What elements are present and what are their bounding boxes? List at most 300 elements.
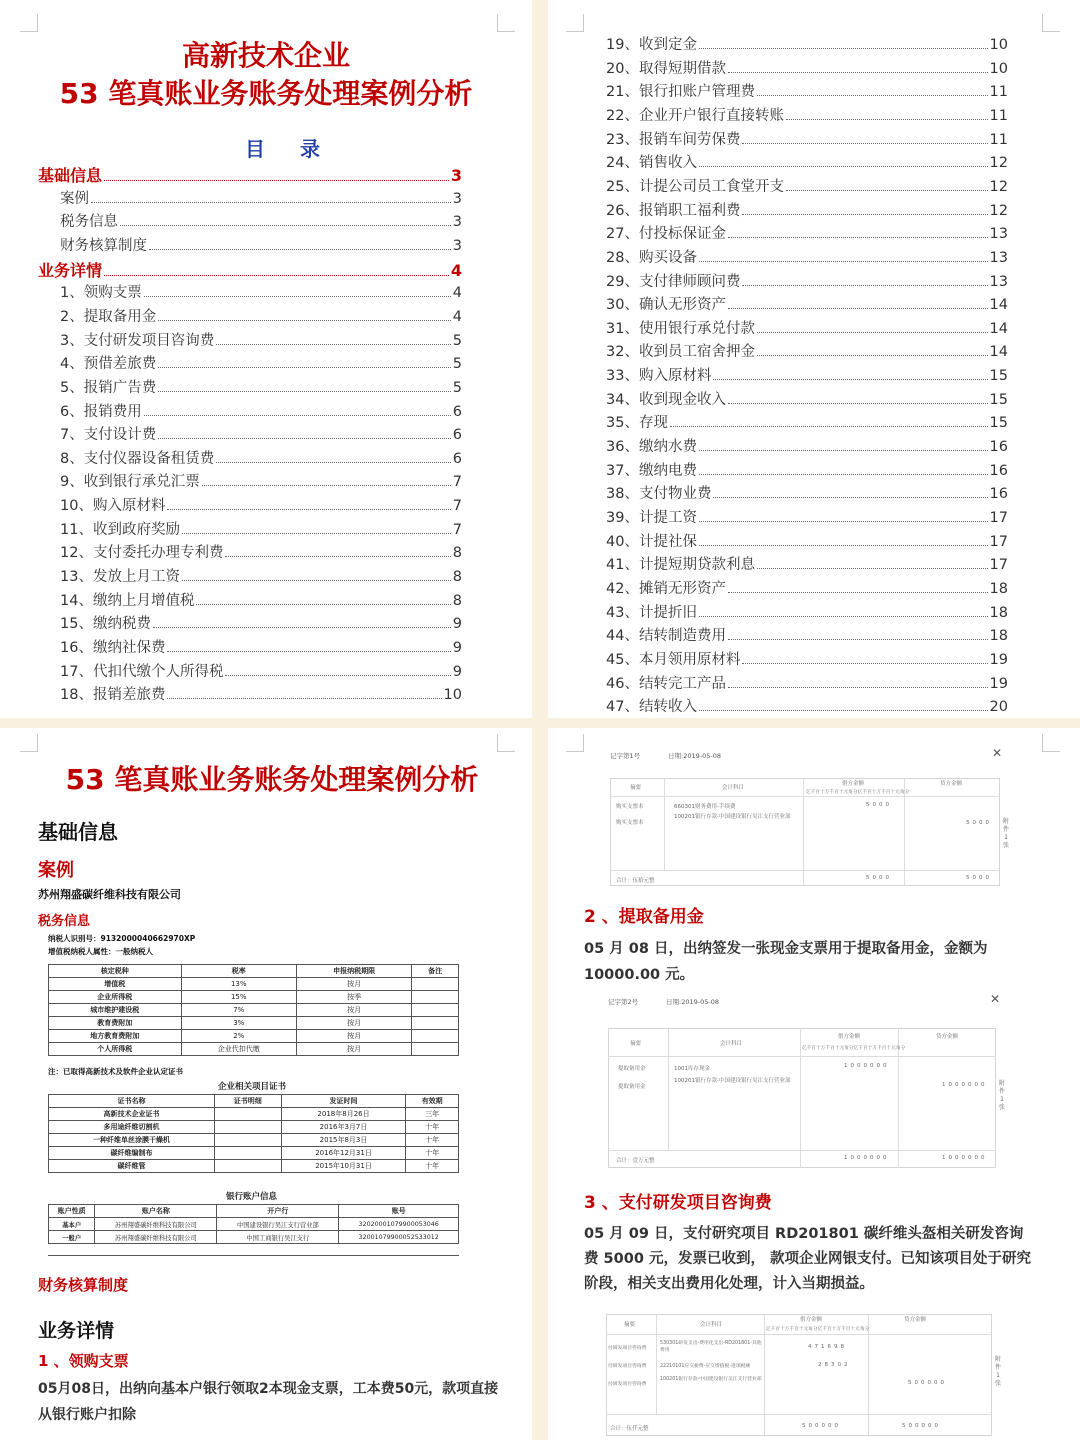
toc-leader-dots — [158, 320, 451, 321]
cover-title-line2: 53 笔真账业务账务处理案例分析 — [59, 77, 473, 110]
toc-entry-label: 47、结转收入 — [606, 699, 697, 716]
toc-entry-label: 财务核算制度 — [60, 237, 147, 254]
toc-leader-dots — [699, 710, 988, 711]
toc-leader-dots — [728, 639, 988, 640]
total-credit: 5000 — [966, 875, 992, 881]
toc-entry-label: 41、计提短期贷款利息 — [606, 557, 755, 574]
toc-entry-page: 8 — [452, 545, 462, 562]
tax-table — [48, 964, 459, 1056]
toc-entry-label: 4、预借差旅费 — [60, 356, 157, 373]
table-cell: 按月 — [296, 1004, 411, 1017]
toc-entry[interactable] — [606, 506, 1008, 528]
item1-heading: 1 、领购支票 — [38, 1352, 129, 1370]
toc-entry-label: 46、结转完工产品 — [606, 675, 726, 692]
section-heading-business-details: 业务详情 — [38, 1320, 115, 1342]
toc-entry-page: 4 — [452, 285, 462, 302]
toc-entry-label: 基础信息 — [38, 166, 103, 185]
toc-entry[interactable] — [606, 672, 1008, 694]
toc-entry-label: 13、发放上月工资 — [60, 569, 180, 586]
toc-leader-dots — [225, 556, 450, 557]
toc-leader-dots — [757, 332, 988, 333]
toc-entry-label: 36、缴纳水费 — [606, 439, 697, 456]
table-cell: 2016年12月31日 — [281, 1147, 406, 1160]
toc-leader-dots — [120, 225, 451, 226]
toc-entry[interactable] — [60, 187, 462, 209]
table-cell: 三年 — [406, 1108, 459, 1121]
toc-entry-page: 6 — [452, 427, 462, 444]
col-summary: 摘要 — [630, 1041, 642, 1047]
entry-debit: 5000 — [866, 802, 892, 808]
table-row — [49, 1134, 459, 1147]
toc-entry-label: 37、缴纳电费 — [606, 462, 697, 479]
table-cell: 2015年8月3日 — [281, 1134, 406, 1147]
table-cell: 个人所得税 — [49, 1043, 182, 1056]
toc-leader-dots — [699, 450, 988, 451]
toc-entry-label: 15、缴纳税费 — [60, 616, 151, 633]
table-header-cell: 备注 — [412, 965, 459, 978]
col-credit: 贷方金额 — [904, 1317, 927, 1323]
toc-heading: 目 录 — [245, 137, 334, 161]
toc-entry-page: 13 — [989, 273, 1008, 290]
table-cell: 碳纤维编制布 — [49, 1147, 215, 1160]
toc-entry[interactable] — [606, 364, 1008, 386]
table-header-cell: 有效期 — [406, 1095, 459, 1108]
entry-account: 100201银行存款-中国建设银行吴江支行营业部 — [674, 1078, 791, 1084]
table-cell: 企业所得税 — [49, 991, 182, 1004]
table-cell: 按月 — [296, 1030, 411, 1043]
toc-entry-label: 7、支付设计费 — [60, 427, 157, 444]
toc-section-entry[interactable] — [38, 163, 462, 185]
toc-entry[interactable] — [606, 577, 1008, 599]
attachment-count: 附件1张 — [1002, 818, 1009, 849]
col-account: 会计科目 — [720, 1041, 743, 1047]
toc-entry-page: 16 — [989, 486, 1008, 503]
toc-entry[interactable] — [606, 57, 1008, 79]
toc-leader-dots — [742, 214, 987, 215]
toc-entry-page: 10 — [443, 687, 462, 704]
toc-entry[interactable] — [606, 33, 1008, 55]
toc-entry[interactable] — [606, 104, 1008, 126]
table-cell: 按月 — [296, 1017, 411, 1030]
toc-leader-dots — [728, 592, 988, 593]
toc-leader-dots — [728, 72, 988, 73]
toc-entry-label: 1、领购支票 — [60, 285, 142, 302]
toc-entry[interactable] — [606, 340, 1008, 362]
table-cell: 2018年8月26日 — [281, 1108, 406, 1121]
toc-entry[interactable] — [60, 305, 462, 327]
toc-entry-page: 9 — [452, 640, 462, 656]
toc-entry[interactable] — [606, 388, 1008, 410]
toc-leader-dots — [742, 285, 987, 286]
table-cell: 企业代扣代缴 — [181, 1043, 296, 1056]
entry-summary: 付研发项目咨询费 — [608, 1364, 647, 1369]
attachment-count: 附件1张 — [994, 1356, 1001, 1387]
table-header-cell: 税率 — [181, 965, 296, 978]
col-account: 会计科目 — [700, 1322, 723, 1328]
toc-leader-dots — [699, 261, 988, 262]
table-row — [49, 1121, 459, 1134]
voucher-number: 记字第1号 — [610, 752, 641, 760]
table-cell: 高新技术企业证书 — [49, 1108, 215, 1121]
toc-entry-label: 案例 — [60, 190, 89, 207]
toc-entry-page: 17 — [989, 533, 1008, 550]
toc-leader-dots — [225, 675, 450, 676]
crop-mark — [1042, 734, 1060, 752]
digit-scale: 亿千百十万千百十元角分亿千百十万千百十元角分 — [766, 1327, 870, 1332]
toc-leader-dots — [202, 485, 451, 486]
toc-entry[interactable] — [60, 376, 462, 398]
table-cell: 基本户 — [49, 1218, 95, 1231]
toc-entry-label: 12、支付委托办理专利费 — [60, 545, 224, 562]
table-row — [49, 1231, 459, 1244]
toc-entry-label: 5、报销广告费 — [60, 379, 157, 396]
toc-leader-dots — [699, 616, 988, 617]
toc-entry[interactable] — [606, 411, 1008, 433]
item2-text: 05 月 08 日，出纳签发一张现金支票用于提取备用金，金额为10000.00 元。 — [584, 941, 988, 983]
toc-entry[interactable] — [606, 459, 1008, 481]
toc-leader-dots — [757, 355, 988, 356]
total-debit: 500000 — [802, 1423, 841, 1429]
col-debit: 借方金额 — [800, 1317, 823, 1323]
toc-entry-label: 25、计提公司员工食堂开支 — [606, 178, 784, 195]
table-cell: 城市维护建设税 — [49, 1004, 182, 1017]
toc-entry[interactable] — [60, 352, 462, 374]
digit-scale: 亿千百十万千百十元角分亿千百十万千百十元角分 — [802, 1046, 906, 1051]
bank-table — [48, 1204, 459, 1244]
toc-entry-page: 5 — [452, 332, 462, 349]
toc-leader-dots — [699, 474, 988, 475]
voucher-2 — [604, 994, 1004, 1170]
toc-entry-label: 21、银行扣账户管理费 — [606, 84, 755, 101]
entry-account: 660301财务费用-手续费 — [674, 804, 736, 810]
toc-entry[interactable] — [606, 553, 1008, 575]
toc-entry[interactable] — [60, 470, 462, 492]
toc-entry[interactable] — [606, 222, 1008, 244]
toc-entry-page: 14 — [989, 320, 1008, 337]
toc-leader-dots — [167, 651, 450, 652]
toc-entry-page: 17 — [989, 557, 1008, 574]
toc-entry[interactable] — [60, 683, 462, 705]
toc-entry-page: 15 — [989, 368, 1008, 385]
toc-leader-dots — [713, 497, 987, 498]
toc-entry[interactable] — [60, 400, 462, 422]
toc-entry[interactable] — [606, 175, 1008, 197]
table-cell: 7% — [181, 1004, 296, 1017]
toc-entry[interactable] — [606, 482, 1008, 504]
toc-entry-label: 18、报销差旅费 — [60, 687, 166, 704]
toc-entry[interactable] — [606, 80, 1008, 102]
toc-entry-label: 23、报销车间劳保费 — [606, 131, 741, 148]
toc-entry-page: 14 — [989, 344, 1008, 361]
table-cell: 十年 — [406, 1134, 459, 1147]
toc-entry-page: 7 — [452, 521, 462, 538]
cover-title-line1: 高新技术企业 — [181, 39, 350, 72]
table-cell — [412, 1030, 459, 1043]
toc-leader-dots — [104, 275, 449, 276]
toc-entry-page: 15 — [989, 415, 1008, 432]
doc-page-2 — [548, 0, 1080, 718]
toc-leader-dots — [728, 687, 988, 688]
toc-entry-page: 16 — [989, 462, 1008, 479]
toc-entry-label: 24、销售收入 — [606, 155, 697, 172]
table-header-cell: 证书明细 — [214, 1095, 281, 1108]
subheading-tax-info: 税务信息 — [38, 914, 91, 929]
col-debit: 借方金额 — [842, 781, 865, 787]
company-name: 苏州翔盛碳纤维科技有限公司 — [38, 888, 181, 901]
toc-leader-dots — [182, 533, 451, 534]
toc-entry-page: 19 — [989, 675, 1008, 692]
toc-entry[interactable] — [606, 246, 1008, 268]
toc-section-entry[interactable] — [38, 258, 462, 280]
table-header-row — [49, 965, 459, 978]
toc-entry[interactable] — [606, 128, 1008, 150]
digit-scale: 亿千百十万千百十元角分亿千百十万千百十元角分 — [806, 790, 910, 795]
toc-entry-page: 14 — [989, 297, 1008, 314]
entry-debit: 28302 — [818, 1362, 851, 1368]
table-row — [49, 1218, 459, 1231]
toc-entry-label: 10、购入原材料 — [60, 498, 166, 515]
voucher-date: 日期:2019-05-08 — [666, 998, 719, 1006]
voucher-total: 合计：伍仟元整 — [610, 1426, 649, 1432]
bank-table-caption: 银行账户信息 — [226, 1192, 278, 1202]
table-cell — [412, 1004, 459, 1017]
toc-entry[interactable] — [60, 447, 462, 469]
toc-entry-page: 9 — [452, 616, 462, 633]
toc-entry-label: 27、付投标保证金 — [606, 226, 726, 243]
toc-entry-page: 10 — [989, 60, 1008, 77]
toc-entry-page: 12 — [989, 178, 1008, 195]
toc-entry[interactable] — [60, 660, 462, 682]
entry-account: 22210101应交税费-应交增值税-进项税额 — [660, 1364, 751, 1369]
table-cell: 教育费附加 — [49, 1017, 182, 1030]
entry-credit: 5000 — [966, 820, 992, 826]
toc-leader-dots — [158, 391, 451, 392]
attachment-count: 附件1张 — [998, 1080, 1005, 1111]
toc-entry-label: 11、收到政府奖励 — [60, 521, 180, 538]
table-cell: 32001079900052533012 — [339, 1231, 459, 1244]
toc-entry-label: 40、计提社保 — [606, 533, 697, 550]
toc-entry-page: 18 — [989, 604, 1008, 621]
table-cell: 多用途纤维切割机 — [49, 1121, 215, 1134]
entry-debit: 1000000 — [844, 1063, 890, 1069]
toc-entry-page: 3 — [452, 214, 462, 231]
cert-table-caption: 企业相关项目证书 — [218, 1082, 287, 1092]
toc-entry-label: 3、支付研发项目咨询费 — [60, 332, 215, 349]
toc-leader-dots — [699, 166, 988, 167]
toc-entry[interactable] — [606, 624, 1008, 646]
table-cell: 2015年10月31日 — [281, 1160, 406, 1173]
toc-entry-page: 7 — [452, 474, 462, 491]
table-header-row — [49, 1205, 459, 1218]
doc-page-1 — [0, 0, 532, 718]
toc-entry-label: 39、计提工资 — [606, 510, 697, 526]
toc-entry-label: 20、取得短期借款 — [606, 60, 726, 77]
entry-debit: 471698 — [808, 1344, 847, 1350]
toc-entry[interactable] — [60, 210, 462, 232]
table-cell — [412, 1017, 459, 1030]
toc-entry-label: 6、报销费用 — [60, 403, 142, 420]
table-cell — [214, 1160, 281, 1173]
table-header-cell: 账户名称 — [95, 1205, 217, 1218]
table-cell: 一种纤维单丝涂膜干燥机 — [49, 1134, 215, 1147]
table-row — [49, 1160, 459, 1173]
table-cell: 13% — [181, 978, 296, 991]
table-row — [49, 978, 459, 991]
table-cell: 碳纤维管 — [49, 1160, 215, 1173]
voucher-total: 合计：伍拾元整 — [616, 878, 655, 884]
col-credit: 贷方金额 — [936, 1034, 959, 1040]
toc-leader-dots — [742, 143, 987, 144]
toc-entry[interactable] — [606, 648, 1008, 670]
toc-entry[interactable] — [60, 541, 462, 563]
entry-summary: 提取备用金 — [618, 1084, 646, 1090]
toc-entry-page: 11 — [989, 84, 1008, 101]
toc-entry[interactable] — [606, 293, 1008, 315]
toc-entry-label: 29、支付律师顾问费 — [606, 273, 741, 290]
toc-entry[interactable] — [60, 612, 462, 634]
crop-mark — [566, 734, 584, 752]
entry-summary: 提取备用金 — [618, 1066, 646, 1072]
toc-entry-page: 11 — [989, 131, 1008, 148]
toc-entry-page: 19 — [989, 651, 1008, 668]
toc-entry[interactable] — [606, 151, 1008, 173]
toc-entry[interactable] — [606, 530, 1008, 552]
table-cell: 中国建设银行吴江支行营业部 — [217, 1218, 339, 1231]
table-cell: 32020001079900053046 — [339, 1218, 459, 1231]
toc-entry[interactable] — [606, 317, 1008, 339]
toc-entry[interactable] — [60, 494, 462, 516]
table-header-cell: 发证时间 — [281, 1095, 406, 1108]
toc-entry-label: 42、摊销无形资产 — [606, 580, 726, 597]
toc-entry-page: 4 — [450, 260, 462, 280]
total-debit: 5000 — [866, 875, 892, 881]
toc-leader-dots — [167, 509, 450, 510]
toc-entry[interactable] — [60, 281, 462, 303]
toc-entry-page: 10 — [989, 37, 1008, 53]
item1-text: 05月08日，出纳向基本户银行领取2本现金支票，工本费50元，款项直接从银行账户扣除 — [38, 1381, 499, 1423]
voucher-number: 记字第2号 — [608, 998, 639, 1006]
toc-entry-label: 35、存现 — [606, 415, 668, 432]
table-cell: 苏州翔盛碳纤维科技有限公司 — [95, 1231, 217, 1244]
table-cell: 2% — [181, 1030, 296, 1043]
toc-leader-dots — [699, 521, 988, 522]
toc-entry-page: 13 — [989, 249, 1008, 266]
toc-entry-page: 3 — [452, 237, 462, 254]
toc-entry[interactable] — [606, 270, 1008, 292]
toc-entry[interactable] — [60, 518, 462, 540]
toc-leader-dots — [742, 663, 987, 664]
table-row — [49, 1147, 459, 1160]
toc-entry-page: 18 — [989, 628, 1008, 645]
toc-entry-label: 9、收到银行承兑汇票 — [60, 474, 200, 491]
toc-entry[interactable] — [60, 234, 462, 256]
col-debit: 借方金额 — [838, 1034, 861, 1040]
toc-entry-label: 16、缴纳社保费 — [60, 640, 166, 656]
toc-entry-label: 19、收到定金 — [606, 37, 697, 53]
table-header-cell: 申报纳税期限 — [296, 965, 411, 978]
voucher-date: 日期:2019-05-08 — [668, 752, 721, 760]
toc-leader-dots — [786, 119, 988, 120]
toc-entry[interactable] — [60, 636, 462, 658]
toc-entry[interactable] — [606, 695, 1008, 717]
entry-summary: 购买支票本 — [616, 804, 644, 810]
toc-leader-dots — [196, 604, 450, 605]
table-cell: 15% — [181, 991, 296, 1004]
toc-entry-label: 43、计提折旧 — [606, 604, 697, 621]
toc-entry-page: 5 — [452, 379, 462, 396]
total-credit: 500000 — [902, 1423, 941, 1429]
toc-entry-page: 12 — [989, 202, 1008, 219]
toc-entry-page: 9 — [452, 663, 462, 680]
toc-leader-dots — [104, 180, 449, 181]
toc-entry-page: 11 — [989, 107, 1008, 124]
table-row — [49, 1108, 459, 1121]
toc-leader-dots — [144, 296, 451, 297]
col-account: 会计科目 — [722, 785, 745, 791]
toc-entry-label: 33、购入原材料 — [606, 368, 712, 385]
voucher-header — [604, 994, 1004, 1008]
toc-entry-page: 7 — [452, 498, 462, 515]
toc-entry-label: 26、报销职工福利费 — [606, 202, 741, 219]
toc-leader-dots — [728, 308, 988, 309]
toc-leader-dots — [757, 568, 988, 569]
close-icon[interactable]: ✕ — [989, 992, 1000, 1006]
doc-page-3 — [0, 728, 532, 1440]
toc-entry[interactable] — [60, 589, 462, 611]
toc-leader-dots — [728, 403, 988, 404]
table-cell: 十年 — [406, 1160, 459, 1173]
tax-note: 注：已取得高新技术及软件企业认定证书 — [48, 1067, 183, 1076]
subheading-case: 案例 — [38, 860, 74, 881]
toc-leader-dots — [167, 698, 441, 699]
entry-summary: 付研发项目咨询费 — [608, 1382, 647, 1387]
table-row — [49, 1030, 459, 1043]
table-cell — [214, 1121, 281, 1134]
close-icon[interactable]: ✕ — [991, 746, 1002, 760]
toc-leader-dots — [153, 627, 451, 628]
entry-account: 100201银行存款-中国建设银行吴江支行营业部 — [674, 814, 791, 820]
toc-entry-page: 6 — [452, 403, 462, 420]
toc-leader-dots — [713, 379, 987, 380]
table-cell — [214, 1108, 281, 1121]
toc-entry-page: 15 — [989, 391, 1008, 408]
table-cell: 中国工商银行吴江支行 — [217, 1231, 339, 1244]
toc-entry[interactable] — [60, 423, 462, 445]
col-summary: 摘要 — [624, 1322, 636, 1328]
table-header-cell: 开户行 — [217, 1205, 339, 1218]
toc-entry[interactable] — [606, 601, 1008, 623]
toc-entry-page: 4 — [452, 308, 462, 325]
toc-entry[interactable] — [60, 565, 462, 587]
toc-leader-dots — [728, 237, 988, 238]
table-cell — [214, 1134, 281, 1147]
table-row — [49, 1043, 459, 1056]
table-cell: 2016年3月7日 — [281, 1121, 406, 1134]
toc-entry[interactable] — [606, 199, 1008, 221]
toc-entry[interactable] — [606, 435, 1008, 457]
item2-heading: 2 、提取备用金 — [584, 907, 704, 927]
voucher-header — [606, 748, 1006, 762]
item3-text: 05 月 09 日，支付研究项目 RD201801 碳纤维头盔相关研发咨询费 5000 元，发票已收到， 款项企业网银支付。已知该项目处于研究阶段，相关支出费用化处理，计入当期损益。 — [584, 1226, 1031, 1292]
table-header-cell: 账户性质 — [49, 1205, 95, 1218]
toc-leader-dots — [670, 426, 988, 427]
toc-entry-label: 税务信息 — [60, 214, 118, 231]
toc-entry-page: 8 — [452, 592, 462, 609]
toc-leader-dots — [144, 415, 451, 416]
toc-leader-dots — [158, 438, 451, 439]
toc-entry[interactable] — [60, 329, 462, 351]
table-cell: 按月 — [296, 1043, 411, 1056]
